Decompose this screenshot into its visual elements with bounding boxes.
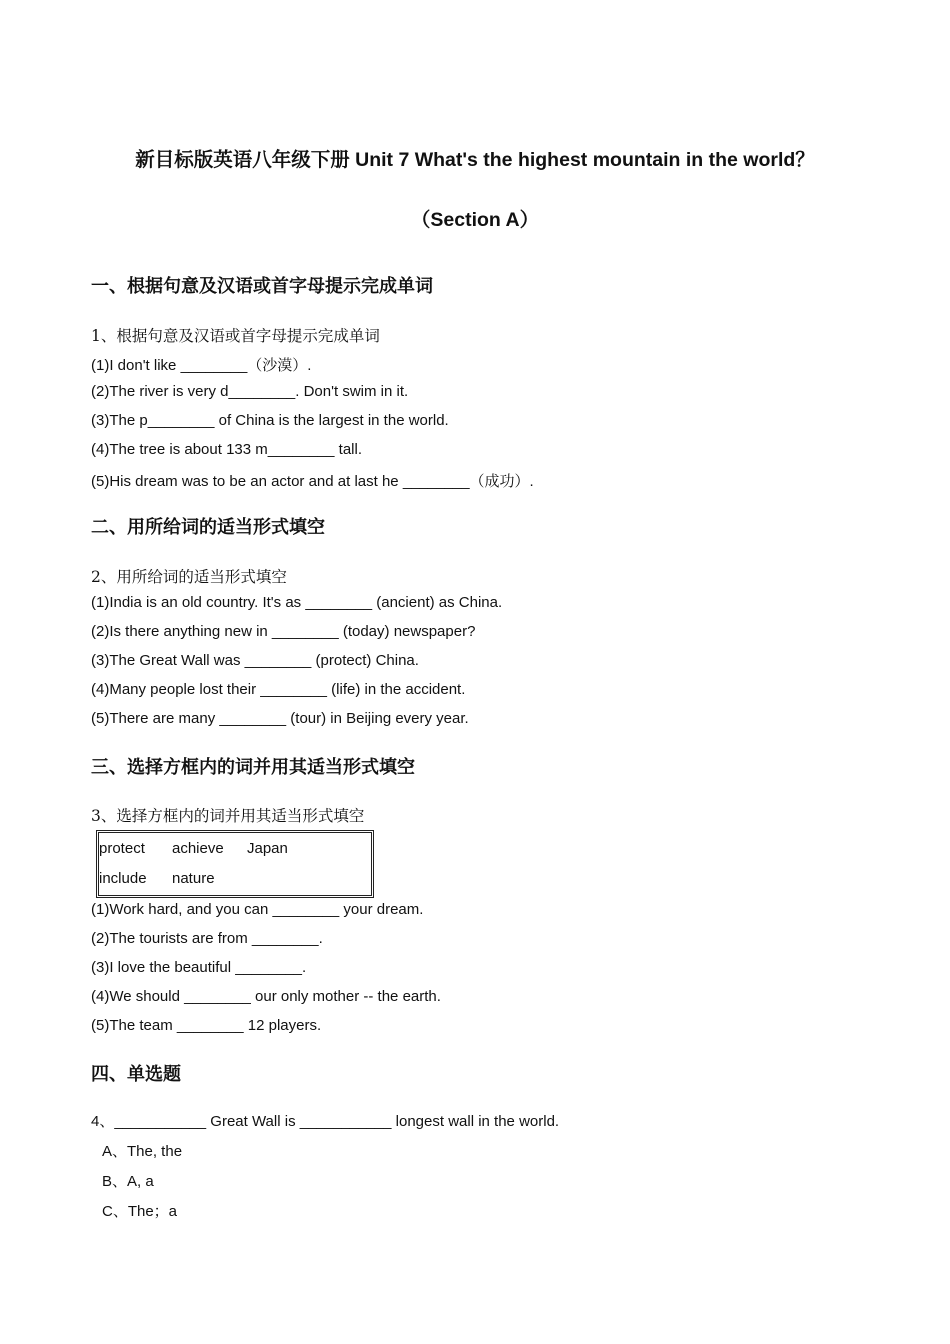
answer-option-a: A、The, the <box>102 1143 183 1160</box>
document-subtitle: （Section A） <box>410 209 540 231</box>
section-heading-4: 四、单选题 <box>91 1064 181 1084</box>
question-line: (3)The Great Wall was ________ (protect) China. <box>91 652 419 669</box>
question-line: (3)I love the beautiful ________. <box>91 959 307 976</box>
word-box-word: protect <box>99 840 145 857</box>
question-line: (4)We should ________ our only mother -- the earth. <box>91 988 441 1005</box>
question-line: (1)I don't like ________（沙漠）. <box>91 357 312 374</box>
word-box-word: nature <box>172 870 215 887</box>
word-box-word: include <box>99 870 147 887</box>
answer-option-c: C、The；a <box>102 1203 178 1220</box>
question-line: (2)Is there anything new in ________ (today) newspaper? <box>91 623 476 640</box>
question-line: (1)India is an old country. It's as ________ (ancient) as China. <box>91 594 503 611</box>
question-line: (2)The river is very d________. Don't swim in it. <box>91 383 409 400</box>
word-box-word: Japan <box>247 840 288 857</box>
document-title: 新目标版英语八年级下册 Unit 7 What's the highest mountain in the world？ <box>135 149 815 171</box>
question-line: (5)His dream was to be an actor and at last he ________（成功）. <box>91 473 534 490</box>
section-heading-2: 二、用所给词的适当形式填空 <box>91 517 325 537</box>
question-line: (5)The team ________ 12 players. <box>91 1017 322 1034</box>
question-line: (4)Many people lost their ________ (life) in the accident. <box>91 681 466 698</box>
word-box-word: achieve <box>172 840 224 857</box>
section-heading-3: 三、选择方框内的词并用其适当形式填空 <box>91 757 415 777</box>
word-box <box>96 830 374 898</box>
question-line: (5)There are many ________ (tour) in Beijing every year. <box>91 710 469 727</box>
question-header-3: 3、选择方框内的词并用其适当形式填空 <box>91 807 365 825</box>
answer-option-b: B、A, a <box>102 1173 154 1190</box>
question-line: (2)The tourists are from ________. <box>91 930 323 947</box>
question-header-2: 2、用所给词的适当形式填空 <box>91 568 287 586</box>
question-line: (1)Work hard, and you can ________ your dream. <box>91 901 424 918</box>
question-line: (4)The tree is about 133 m________ tall. <box>91 441 363 458</box>
question-line: (3)The p________ of China is the largest in the world. <box>91 412 449 429</box>
question-header-4: 4、___________ Great Wall is ___________ longest wall in the world. <box>91 1113 560 1130</box>
question-header-1: 1、根据句意及汉语或首字母提示完成单词 <box>91 327 380 345</box>
section-heading-1: 一、根据句意及汉语或首字母提示完成单词 <box>91 276 433 296</box>
